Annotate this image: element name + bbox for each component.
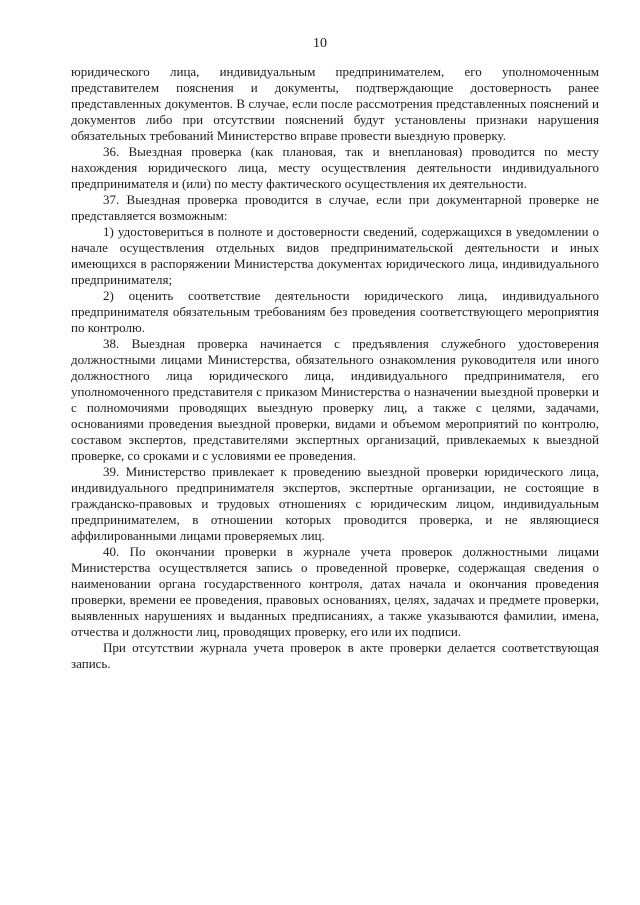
paragraph-36: 36. Выездная проверка (как плановая, так и внеплановая) проводится по месту нахождения юридического лица, месту осуществления деятельности индивидуального предпринимателя и (или) по месту фактического осуществления их деятельности. (71, 144, 599, 191)
page-number: 10 (313, 36, 327, 51)
paragraph-37: 37. Выездная проверка проводится в случае, если при документарной проверке не представляется возможным: (71, 192, 599, 223)
paragraph-continuation: юридического лица, индивидуальным предпринимателем, его уполномоченным представителем пояснения и документы, подтверждающие достоверность ранее представленных документов. В случае, если после рассмотрения представленных пояснений и документов либо при отсутствии пояснений будут установлены признаки нарушения обязательных требований Министерство вправе провести выездную проверку. (71, 64, 599, 143)
paragraph-37-item-2: 2) оценить соответствие деятельности юридического лица, индивидуального предпринимателя обязательным требованиям без проведения соответствующего мероприятия по контролю. (71, 288, 599, 335)
paragraph-40: 40. По окончании проверки в журнале учета проверок должностными лицами Министерства осуществляется запись о проведенной проверке, содержащая сведения о наименовании органа государственного контроля, датах начала и окончания проведения проверки, времени ее проведения, правовых основаниях, целях, задачах и предмете проверки, выявленных нарушениях и выданных предписаниях, а также указываются фамилии, имена, отчества и должности лиц, проводящих проверку, его или их подписи. (71, 544, 599, 639)
paragraph-39: 39. Министерство привлекает к проведению выездной проверки юридического лица, индивидуального предпринимателя экспертов, экспертные организации, не состоящие в гражданско-правовых и трудовых отношениях с юридическим лицом, индивидуальным предпринимателем, в отношении которых проводится проверка, и не являющиеся аффилированными лицами проверяемых лиц. (71, 464, 599, 543)
document-body (71, 64, 599, 672)
paragraph-37-item-1: 1) удостовериться в полноте и достоверности сведений, содержащихся в уведомлении о начале осуществления отдельных видов предпринимательской деятельности и иных имеющихся в распоряжении Министерства документах юридического лица, индивидуального предпринимателя; (71, 224, 599, 287)
paragraph-38: 38. Выездная проверка начинается с предъявления служебного удостоверения должностными лицами Министерства, обязательного ознакомления руководителя или иного должностного лица юридического лица, индивидуального предпринимателя, его уполномоченного представителя с приказом Министерства о назначении выездной проверки и с полномочиями проводящих выездную проверку лиц, а также с целями, задачами, основаниями проведения выездной проверки, видами и объемом мероприятий по контролю, составом экспертов, представителями экспертных организаций, привлекаемых к выездной проверке, со сроками и с условиями ее проведения. (71, 336, 599, 463)
paragraph-40-note: При отсутствии журнала учета проверок в акте проверки делается соответствующая запись. (71, 640, 599, 671)
